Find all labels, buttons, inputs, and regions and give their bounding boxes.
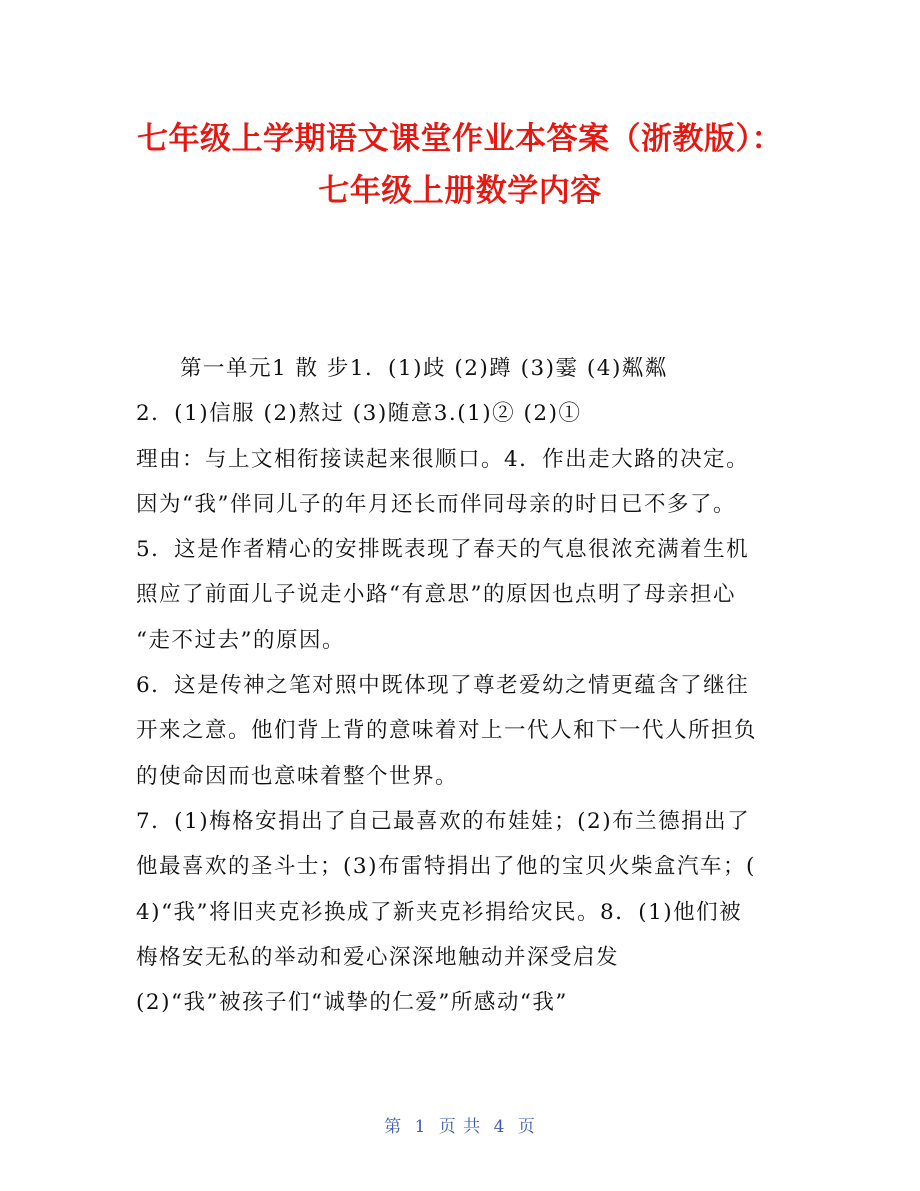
document-body (136, 346, 796, 1025)
title-line-2: 七年级上册数学内容 (318, 173, 602, 209)
footer-suffix: 页 (517, 1117, 536, 1137)
body-line: 照应了前面儿子说走小路“有意思”的原因也点明了母亲担心 (136, 582, 736, 608)
body-line: 因为“我”伴同儿子的年月还长而伴同母亲的时日已不多了。 (136, 491, 736, 517)
body-line: (2)“我”被孩子们“诚挚的仁爱”所感动“我” (136, 990, 568, 1016)
title-line-1: 七年级上学期语文课堂作业本答案（浙教版）： (137, 121, 783, 157)
body-line: 6．这是传神之笔对照中既体现了尊老爱幼之情更蕴含了继往 (136, 673, 750, 699)
body-line: 他最喜欢的圣斗士；(3)布雷特捐出了他的宝贝火柴盒汽车；( (136, 854, 756, 880)
page-number-footer (0, 1112, 920, 1137)
footer-prefix: 第 (384, 1117, 403, 1137)
body-line: 理由：与上文相衔接读起来很顺口。4．作出走大路的决定。 (136, 446, 750, 472)
body-line: 5．这是作者精心的安排既表现了春天的气息很浓充满着生机 (136, 537, 750, 563)
body-line: 第一单元1 散 步1．(1)歧 (2)蹲 (3)霎 (4)粼粼 (180, 356, 668, 381)
body-line: 开来之意。他们背上背的意味着对上一代人和下一代人所担负 (136, 718, 758, 744)
body-line: 4)“我”将旧夹克衫换成了新夹克衫捐给灾民。8．(1)他们被 (136, 899, 743, 925)
body-line: 的使命因而也意味着整个世界。 (136, 763, 459, 789)
body-line: 2．(1)信服 (2)熬过 (3)随意3.(1)② (2)① (136, 401, 582, 427)
total-pages-number: 4 (493, 1117, 506, 1137)
document-title (90, 113, 830, 217)
body-line: “走不过去”的原因。 (136, 627, 345, 653)
footer-mid: 页 共 (438, 1117, 482, 1137)
body-line: 7．(1)梅格安捐出了自己最喜欢的布娃娃；(2)布兰德捐出了 (136, 808, 751, 834)
body-line: 梅格安无私的举动和爱心深深地触动并深受启发 (136, 944, 620, 970)
current-page-number: 1 (414, 1117, 427, 1137)
